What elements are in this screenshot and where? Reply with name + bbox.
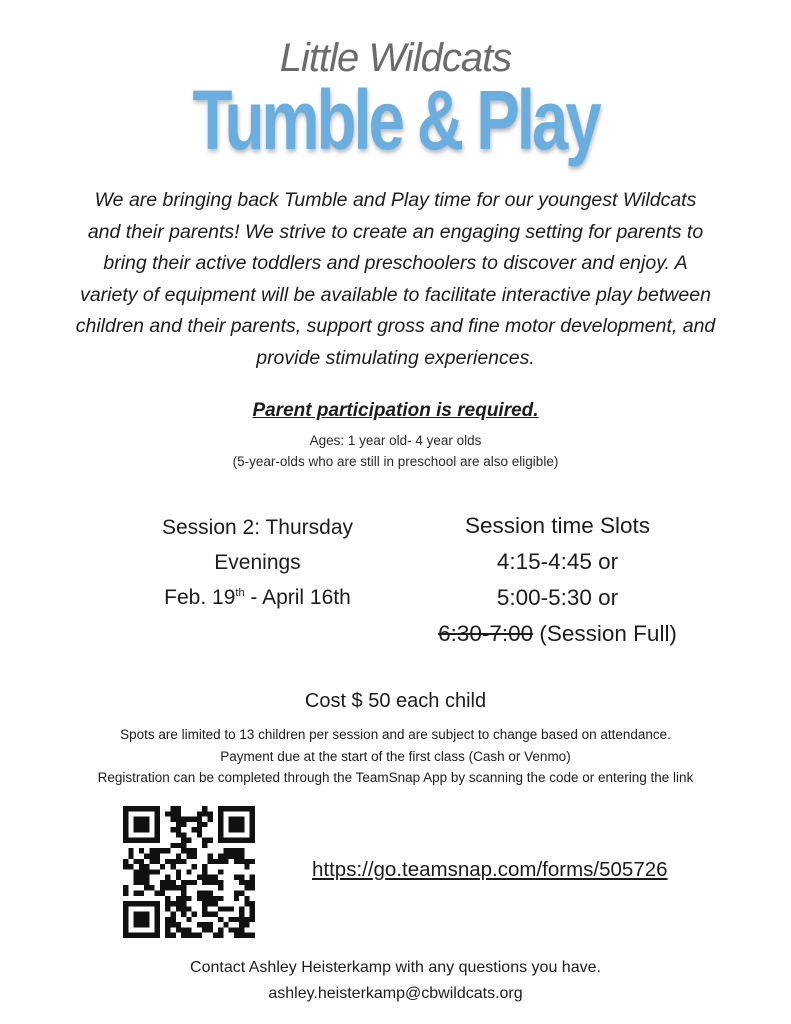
intro-line: provide stimulating experiences. (256, 346, 535, 369)
session-dates (120, 580, 395, 615)
ages-text: Ages: 1 year old- 4 year olds (309, 433, 482, 448)
dates-start: Feb. 19 (164, 586, 236, 609)
flyer-title: Tumble & Play (192, 73, 599, 167)
session-line: Session 2: Thursday (161, 516, 354, 539)
intro-paragraph (40, 185, 751, 374)
age-requirements (0, 430, 791, 472)
note-line: Registration can be completed through the TeamSnap App by scanning the code or entering the link (97, 770, 694, 785)
contact-email: ashley.heisterkamp@cbwildcats.org (268, 985, 523, 1002)
session-line: Evenings (214, 551, 301, 574)
dates-end: - April 16th (244, 586, 351, 609)
registration-notes (20, 724, 771, 789)
intro-line: We are bringing back Tumble and Play time for our youngest Wildcats (94, 189, 697, 211)
registration-link[interactable]: https://go.teamsnap.com/forms/505726 (312, 858, 668, 881)
dates-suffix: th (235, 587, 245, 599)
time-slot: 5:00-5:30 or (496, 585, 619, 610)
intro-line: children and their parents, support gross and fine motor development, and (75, 315, 716, 337)
full-slot-time: 6:30-7:00 (438, 621, 534, 646)
time-slot: 4:15-4:45 or (496, 549, 619, 574)
slots-heading: Session time Slots (464, 513, 651, 538)
intro-line: and their parents! We strive to create an engaging setting for parents to (87, 220, 704, 243)
cost-text: Cost $ 50 each child (304, 690, 487, 712)
contact-info (0, 955, 791, 1007)
note-line: Payment due at the start of the first class (Cash or Venmo) (220, 748, 571, 764)
session-info (120, 510, 395, 615)
participation-heading: Parent participation is required. (252, 400, 539, 421)
full-slot-status: (Session Full) (533, 621, 677, 646)
qr-code-icon[interactable] (123, 806, 255, 938)
intro-line: bring their active toddlers and preschoolers to discover and enjoy. A (103, 252, 688, 274)
note-line: Spots are limited to 13 children per session and are subject to change based on attendance. (120, 727, 671, 742)
time-slots (395, 508, 720, 652)
intro-line: variety of equipment will be available to facilitate interactive play between (80, 283, 711, 306)
contact-line: Contact Ashley Heisterkamp with any questions you have. (190, 959, 601, 976)
time-slot-full (395, 616, 720, 652)
flyer-subtitle: Little Wildcats (279, 36, 512, 80)
eligibility-text: (5-year-olds who are still in preschool are also eligible) (232, 454, 559, 469)
